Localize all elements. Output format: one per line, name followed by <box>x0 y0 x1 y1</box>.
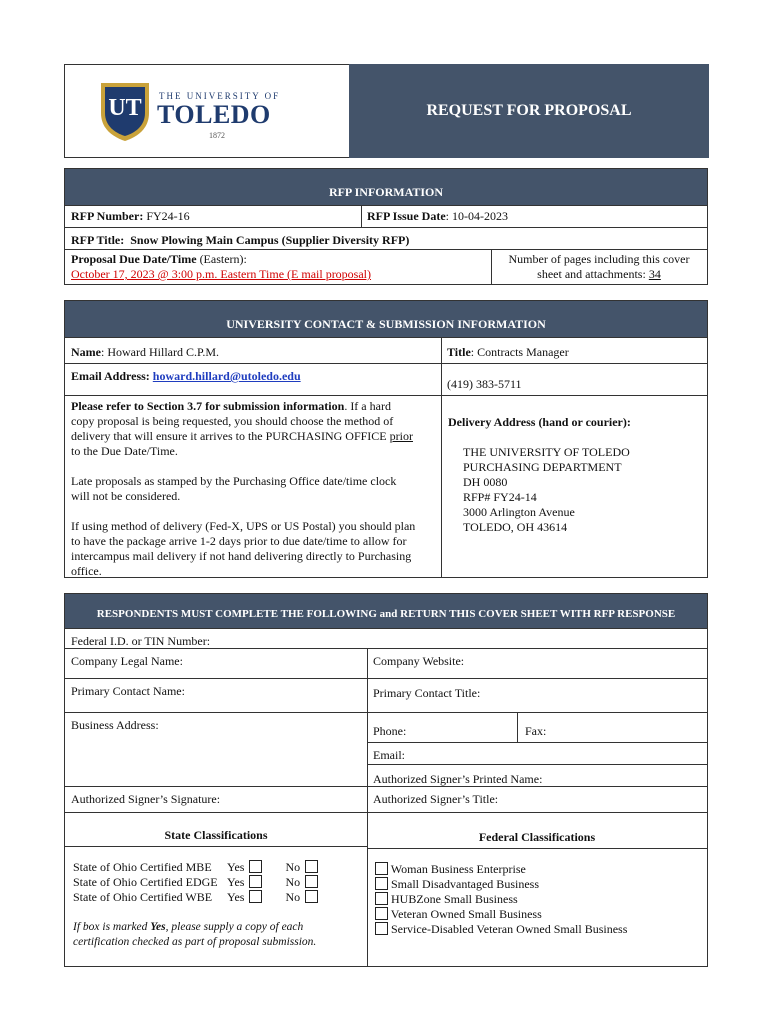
contact-header <box>65 301 707 337</box>
phone-field[interactable]: Phone: <box>373 724 407 738</box>
state-row-edge: State of Ohio Certified EDGE Yes No <box>73 875 318 890</box>
rfp-info-header <box>65 169 707 205</box>
rfp-title-cell: RFP Title: Snow Plowing Main Campus (Supplier Diversity RFP) <box>71 233 410 247</box>
company-name-field[interactable]: Company Legal Name: <box>71 654 183 668</box>
logo-name: TOLEDO <box>157 100 271 129</box>
contact-email-cell: Email Address: howard.hillard@utoledo.edu <box>71 369 301 383</box>
logo-year: 1872 <box>209 131 225 140</box>
header-block <box>64 64 708 158</box>
respondents-section <box>64 593 708 967</box>
primary-title-field[interactable]: Primary Contact Title: <box>373 686 481 700</box>
rfp-title: Snow Plowing Main Campus (Supplier Diversity RFP) <box>130 233 410 247</box>
contact-title: : Contracts Manager <box>470 345 569 359</box>
contact-section <box>64 300 708 578</box>
rfp-number: FY24-16 <box>146 209 190 223</box>
primary-contact-field[interactable]: Primary Contact Name: <box>71 684 185 698</box>
rfp-info-section <box>64 168 708 285</box>
state-class-heading: State Classifications <box>164 828 268 842</box>
delivery-address: THE UNIVERSITY OF TOLEDO PURCHASING DEPARTMENT DH 0080 RFP# FY24-14 3000 Arlington Avenue TOLEDO, OH 43614 <box>463 445 630 534</box>
state-class-list <box>73 860 318 905</box>
service-disabled-veteran-checkbox[interactable] <box>375 922 388 935</box>
federal-class-heading: Federal Classifications <box>478 830 596 844</box>
state-row-mbe: State of Ohio Certified MBE Yes No <box>73 860 318 875</box>
fax-field[interactable]: Fax: <box>525 724 547 738</box>
page-title: REQUEST FOR PROPOSAL <box>426 102 632 119</box>
federal-item: Small Disadvantaged Business <box>375 877 627 892</box>
veteran-owned-checkbox[interactable] <box>375 907 388 920</box>
federal-item: HUBZone Small Business <box>375 892 627 907</box>
rfp-number-cell: RFP Number: FY24-16 <box>71 209 190 223</box>
federal-item: Service-Disabled Veteran Owned Small Business <box>375 922 627 937</box>
section-title: UNIVERSITY CONTACT & SUBMISSION INFORMATION <box>226 317 546 331</box>
email-field[interactable]: Email: <box>373 748 405 762</box>
mbe-no-checkbox[interactable] <box>305 860 318 873</box>
rfp-issue-date: : 10-04-2023 <box>445 209 508 223</box>
mbe-yes-checkbox[interactable] <box>249 860 262 873</box>
printed-name-field[interactable]: Authorized Signer’s Printed Name: <box>373 772 543 786</box>
delivery-label: Delivery Address (hand or courier): <box>448 415 631 429</box>
wbe-yes-checkbox[interactable] <box>249 890 262 903</box>
contact-name-cell: Name: Howard Hillard C.P.M. <box>71 345 219 359</box>
due-date-cell: Proposal Due Date/Time (Eastern): October 17, 2023 @ 3:00 p.m. Eastern Time (E mail proposal) <box>71 252 372 281</box>
respondents-header <box>65 594 707 628</box>
company-website-field[interactable]: Company Website: <box>373 654 465 668</box>
logo-mark: UT <box>108 95 142 121</box>
pages-cell: Number of pages including this cover sheet and attachments: 34 <box>508 252 690 281</box>
submission-info: Please refer to Section 3.7 for submission information. If a hard copy proposal is being requested, you should choose the method of delivery that will ensure it arrives to the PURCHASING OFFICE prior to the Due Date/Time. Late proposals as stamped by the Purchasing Office date/time clock will not be considered. If using method of delivery (Fed-X, UPS or US Postal) you should plan to have the package arrive 1-2 days prior to due date/time to allow for intercampus mail delivery if not hand delivering directly to Purchasing office. <box>71 399 416 578</box>
signature-field[interactable]: Authorized Signer’s Signature: <box>71 792 221 806</box>
contact-title-cell: Title: Contracts Manager <box>447 345 569 359</box>
state-row-wbe: State of Ohio Certified WBE Yes No <box>73 890 318 905</box>
federal-id-field[interactable]: Federal I.D. or TIN Number: <box>71 634 211 648</box>
rfp-issue-cell: RFP Issue Date: 10-04-2023 <box>367 209 508 223</box>
federal-item: Woman Business Enterprise <box>375 862 627 877</box>
page-title-banner <box>349 64 709 158</box>
business-address-field[interactable]: Business Address: <box>71 718 159 732</box>
university-logo <box>99 79 279 143</box>
due-date-value: October 17, 2023 @ 3:00 p.m. Eastern Time (E mail proposal) <box>71 267 372 281</box>
state-class-note: If box is marked Yes, please supply a copy of each certification checked as part of proposal submission. <box>73 921 317 948</box>
contact-name: : Howard Hillard C.P.M. <box>101 345 219 359</box>
small-disadvantaged-checkbox[interactable] <box>375 877 388 890</box>
edge-yes-checkbox[interactable] <box>249 875 262 888</box>
page-count: 34 <box>648 267 661 281</box>
contact-email-link[interactable]: howard.hillard@utoledo.edu <box>152 369 301 383</box>
woman-business-checkbox[interactable] <box>375 862 388 875</box>
hubzone-checkbox[interactable] <box>375 892 388 905</box>
section-title: RESPONDENTS MUST COMPLETE THE FOLLOWING and RETURN THIS COVER SHEET WITH RFP RESPONSE <box>96 608 676 620</box>
section-title: RFP INFORMATION <box>328 185 444 199</box>
edge-no-checkbox[interactable] <box>305 875 318 888</box>
federal-item: Veteran Owned Small Business <box>375 907 627 922</box>
contact-phone: (419) 383-5711 <box>447 377 522 391</box>
signer-title-field[interactable]: Authorized Signer’s Title: <box>373 792 499 806</box>
wbe-no-checkbox[interactable] <box>305 890 318 903</box>
federal-class-list <box>375 862 627 937</box>
logo-top-text: THE UNIVERSITY OF <box>159 91 281 101</box>
